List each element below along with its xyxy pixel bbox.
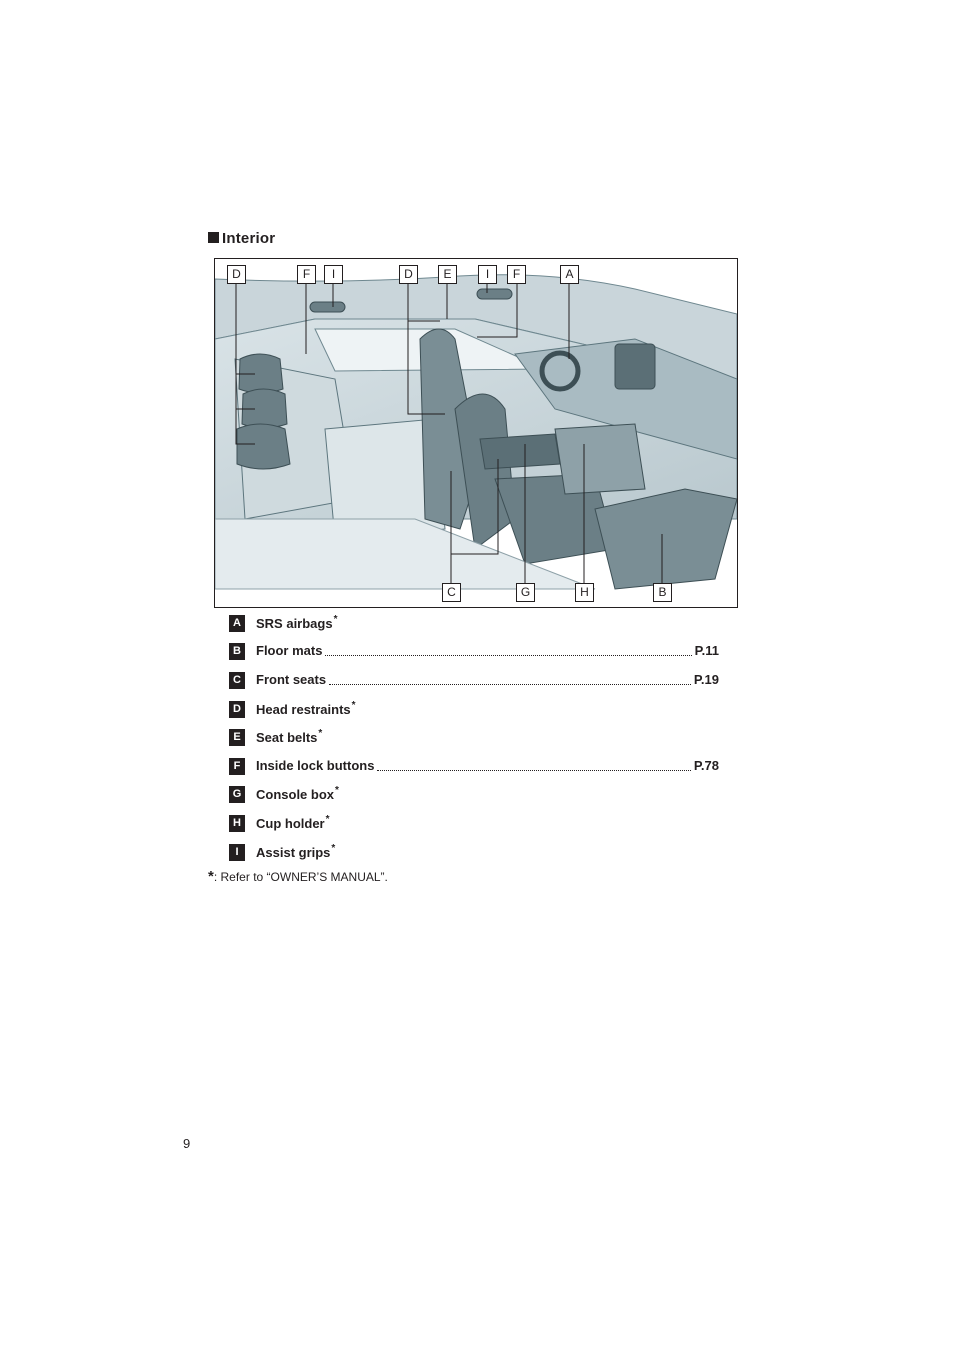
callout-top-3: I xyxy=(324,265,343,284)
legend-label: Seat belts* xyxy=(256,728,323,746)
footnote-text: : Refer to “OWNER’S MANUAL”. xyxy=(213,870,388,884)
legend-letter-badge: G xyxy=(229,786,245,803)
legend-letter-badge: H xyxy=(229,815,245,832)
callout-bottom-4: B xyxy=(653,583,672,602)
asterisk-icon: * xyxy=(351,699,356,711)
legend-label: Inside lock buttons xyxy=(256,757,375,773)
dot-leader xyxy=(329,674,691,685)
page-reference-link[interactable]: P.11 xyxy=(694,643,719,659)
asterisk-icon: * xyxy=(208,868,214,885)
legend-item xyxy=(229,751,719,780)
page-reference-link[interactable]: P.19 xyxy=(693,671,719,687)
legend-label: Floor mats xyxy=(256,643,323,659)
legend-item xyxy=(229,837,719,866)
legend-item xyxy=(229,665,719,694)
dot-leader xyxy=(377,760,690,771)
asterisk-icon: * xyxy=(333,613,338,625)
legend-item xyxy=(229,780,719,809)
section-title: Interior xyxy=(222,230,276,247)
callout-top-6: I xyxy=(478,265,497,284)
callout-top-2: F xyxy=(297,265,316,284)
legend-letter-badge: E xyxy=(229,729,245,746)
section-heading xyxy=(208,230,275,247)
page-reference-link[interactable]: P.78 xyxy=(693,757,719,773)
legend-label: Head restraints* xyxy=(256,699,356,717)
legend-label: Cup holder* xyxy=(256,813,330,831)
asterisk-icon: * xyxy=(318,728,323,740)
heading-square-icon xyxy=(208,232,219,243)
asterisk-icon: * xyxy=(325,813,330,825)
callout-top-7: F xyxy=(507,265,526,284)
legend-item xyxy=(229,694,719,723)
dot-leader xyxy=(325,645,691,656)
legend-label: Front seats xyxy=(256,671,327,687)
legend-label: Assist grips* xyxy=(256,842,336,860)
legend-letter-badge: D xyxy=(229,701,245,718)
legend-item xyxy=(229,637,719,666)
legend-letter-badge: A xyxy=(229,615,245,632)
asterisk-icon: * xyxy=(335,785,339,797)
callout-top-5: E xyxy=(438,265,457,284)
interior-illustration xyxy=(214,258,738,608)
page-number: 9 xyxy=(183,1136,191,1151)
legend-item xyxy=(229,722,719,751)
legend-letter-badge: C xyxy=(229,672,245,689)
callout-top-8: A xyxy=(560,265,579,284)
legend-label: Console box* xyxy=(256,785,339,803)
interior-drawing xyxy=(215,259,737,607)
legend-letter-badge: I xyxy=(229,844,245,861)
legend-label: SRS airbags* xyxy=(256,613,338,631)
legend-list xyxy=(229,608,719,865)
legend-letter-badge: F xyxy=(229,758,245,775)
legend-item xyxy=(229,808,719,837)
callout-bottom-1: C xyxy=(442,583,461,602)
callout-bottom-2: G xyxy=(516,583,535,602)
asterisk-icon: * xyxy=(331,842,336,854)
legend-item xyxy=(229,608,719,637)
legend-letter-badge: B xyxy=(229,643,245,660)
callout-bottom-3: H xyxy=(575,583,594,602)
footnote xyxy=(208,868,388,885)
callout-top-1: D xyxy=(227,265,246,284)
callout-top-4: D xyxy=(399,265,418,284)
